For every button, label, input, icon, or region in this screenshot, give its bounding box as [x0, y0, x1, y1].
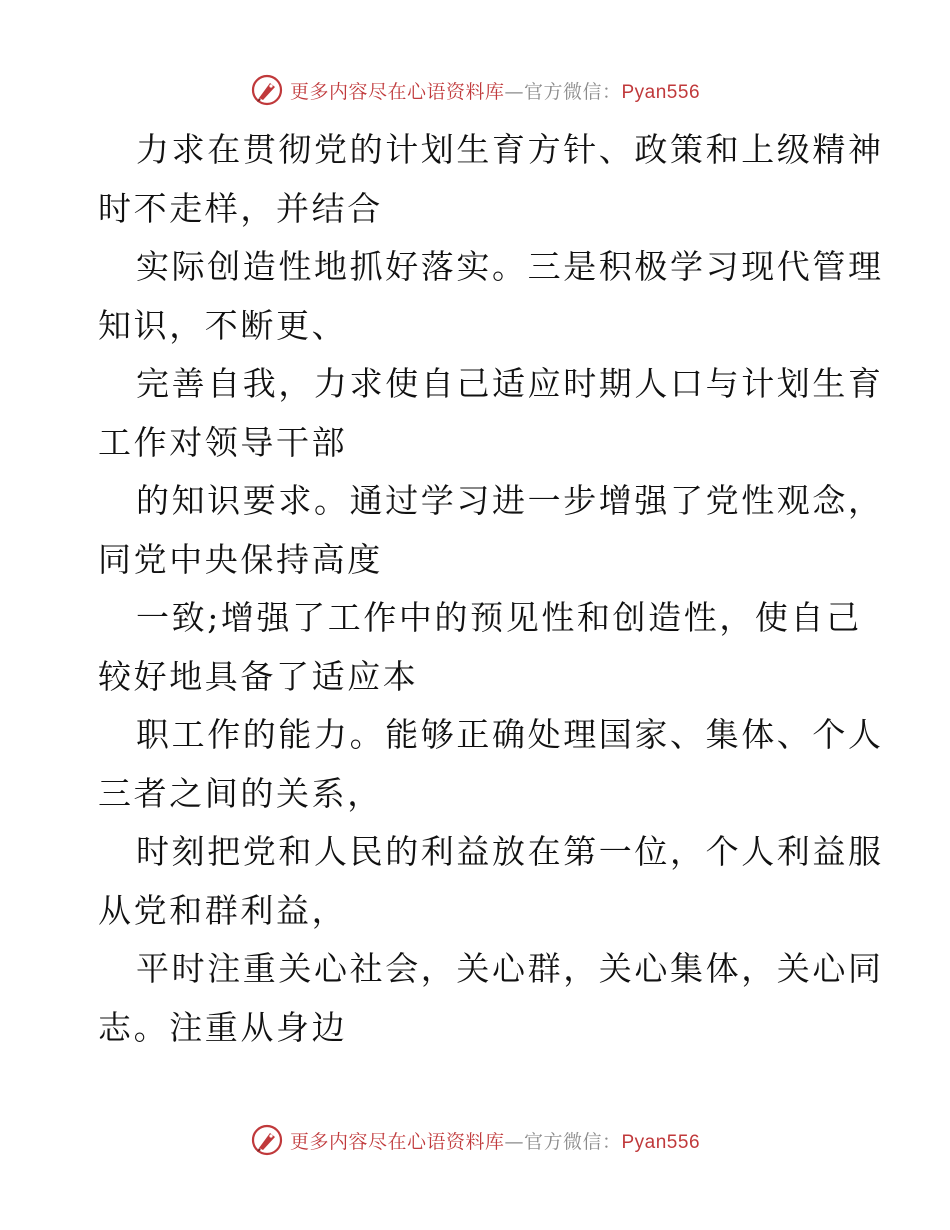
- text-line: 力求在贯彻党的计划生育方针、政策和上级精神: [136, 130, 884, 169]
- pen-nib-icon: [250, 73, 284, 107]
- text-line: 完善自我，力求使自己适应时期人口与计划生育: [136, 364, 884, 403]
- text-line: 平时注重关心社会，关心群，关心集体，关心同: [136, 949, 884, 988]
- banner-site-text: 更多内容尽在心语资料库: [289, 1130, 505, 1153]
- banner-wechat-label: 官方微信：: [523, 80, 622, 103]
- body-paragraph: [98, 121, 884, 1057]
- text-line: 知识，不断更、: [98, 305, 348, 345]
- text-line: 从党和群利益，: [98, 890, 348, 930]
- text-line: 一致;增强了工作中的预见性和创造性，使自己: [136, 598, 862, 637]
- text-line: 三者之间的关系，: [98, 773, 383, 813]
- banner-dash: —: [504, 1130, 524, 1153]
- text-line: 志。注重从身边: [98, 1007, 348, 1047]
- header-banner: [0, 70, 950, 110]
- footer-banner: [0, 1120, 950, 1160]
- text-line: 实际创造性地抓好落实。三是积极学习现代管理: [136, 247, 884, 286]
- banner-text: [290, 77, 700, 104]
- banner-wechat-handle: Pyan556: [621, 1131, 701, 1153]
- banner-text: [290, 1127, 700, 1154]
- text-line: 较好地具备了适应本: [98, 656, 419, 696]
- banner-site-text: 更多内容尽在心语资料库: [289, 80, 505, 103]
- pen-nib-icon: [250, 1123, 284, 1157]
- text-line: 的知识要求。通过学习进一步增强了党性观念，: [136, 481, 884, 520]
- text-line: 工作对领导干部: [98, 422, 348, 462]
- text-line: 职工作的能力。能够正确处理国家、集体、个人: [136, 715, 884, 754]
- text-line: 时刻把党和人民的利益放在第一位，个人利益服: [136, 832, 884, 871]
- banner-wechat-label: 官方微信：: [523, 1130, 622, 1153]
- banner-dash: —: [504, 80, 524, 103]
- text-line: 时不走样，并结合: [98, 188, 383, 228]
- banner-wechat-handle: Pyan556: [621, 81, 701, 103]
- text-line: 同党中央保持高度: [98, 539, 383, 579]
